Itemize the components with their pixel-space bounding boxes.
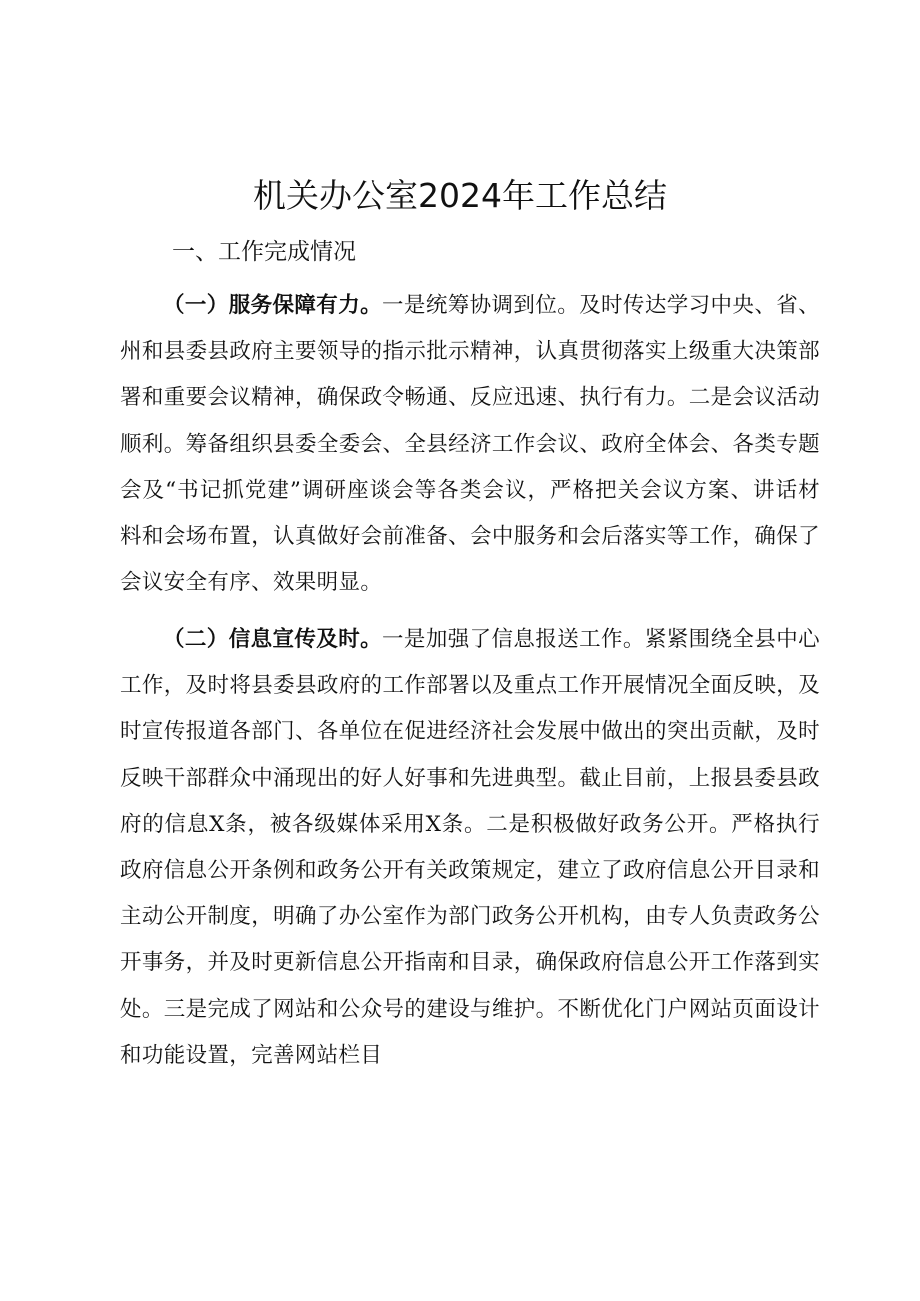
paragraph-text: 一是加强了信息报送工作。紧紧围绕全县中心工作，及时将县委县政府的工作部署以及重点工作开展情况全面反映，及时宣传报道各部门、各单位在促进经济社会发展中做出的突出贡献，及时反映干部群众中涌现出的好人好事和先进典型。截止目前，上报县委县政府的信息X条，被各级媒体采用X条。二是积极做好政务公开。严格执行政府信息公开条例和政务公开有关政策规定，建立了政府信息公开目录和主动公开制度，明确了办公室作为部门政务公开机构，由专人负责政务公开事务，并及时更新信息公开指南和目录，确保政府信息公开工作落到实处。三是完成了网站和公众号的建设与维护。不断优化门户网站页面设计和功能设置，完善网站栏目 — [120, 627, 820, 1068]
paragraph-label: （二）信息宣传及时。 — [163, 627, 383, 652]
paragraph-text: 一是统筹协调到位。及时传达学习中央、省、州和县委县政府主要领导的指示批示精神，认真贯彻落实上级重大决策部署和重要会议精神，确保政令畅通、反应迅速、执行有力。二是会议活动顺利。筹备组织县委全委会、全县经济工作会议、政府全体会、各类专题会及“书记抓党建”调研座谈会等各类会议，严格把关会议方案、讲话材料和会场布置，认真做好会前准备、会中服务和会后落实等工作，确保了会议安全有序、效果明显。 — [120, 293, 820, 596]
paragraph-label: （一）服务保障有力。 — [163, 293, 383, 318]
document-title: 机关办公室2024年工作总结 — [253, 176, 667, 215]
paragraph-information-publicity — [120, 617, 820, 1079]
paragraph-service-support — [120, 283, 820, 606]
section-heading: 一、工作完成情况 — [172, 239, 356, 265]
